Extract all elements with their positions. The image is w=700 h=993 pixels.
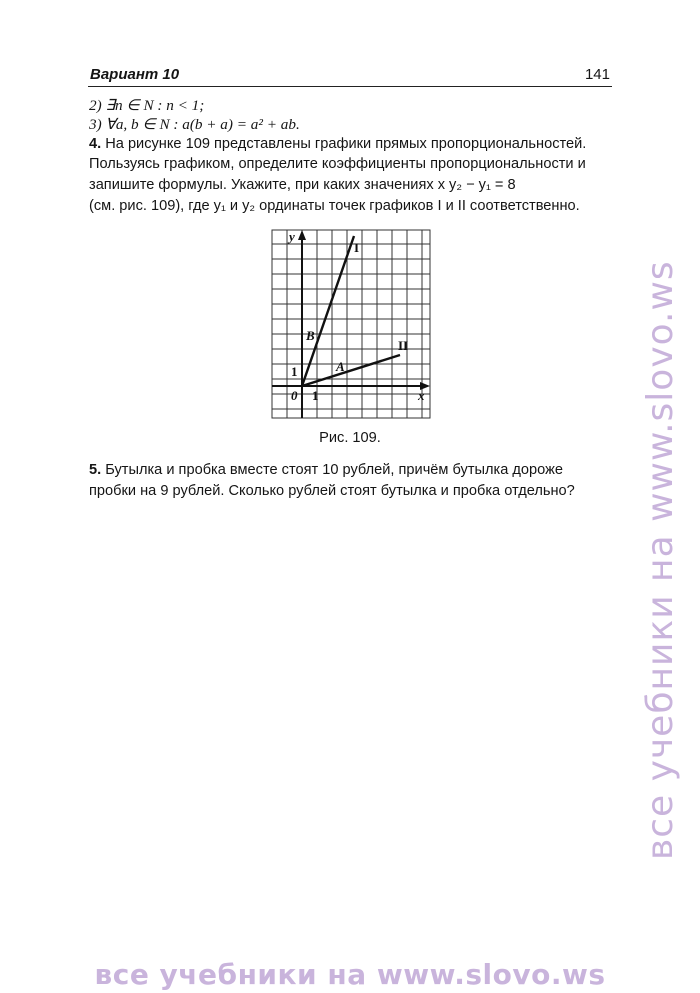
side-watermark: все учебники на www.slovo.ws xyxy=(640,260,681,860)
task-5-line-2: пробки на 9 рублей. Сколько рублей стоят бутылка и пробка отдельно? xyxy=(89,483,575,499)
graph-ii-label: II xyxy=(398,338,409,353)
page-number: 141 xyxy=(584,66,610,83)
statement-2: 2) ∃n ∈ N : n < 1; xyxy=(89,97,205,114)
y-axis-label: y xyxy=(289,229,295,244)
variant-title: Вариант 10 xyxy=(90,66,180,83)
x-axis-label: x xyxy=(418,388,425,403)
bottom-watermark: все учебники на www.slovo.ws xyxy=(94,958,606,991)
figure-109 xyxy=(268,228,434,424)
task-4-line-2: Пользуясь графиком, определите коэффициенты пропорциональности и xyxy=(89,156,586,172)
task-5-number: 5. xyxy=(89,462,102,478)
task-4-number: 4. xyxy=(89,136,102,152)
task-5-line-1 xyxy=(89,462,563,478)
task-4-line-4: (см. рис. 109), где y₁ и y₂ ординаты точек графиков I и II соответственно. xyxy=(89,198,580,214)
x-unit-label: 1 xyxy=(312,388,319,403)
y-unit-label: 1 xyxy=(291,364,298,379)
figure-caption xyxy=(0,430,700,446)
point-a-label: A xyxy=(336,359,345,374)
graph-i-label: I xyxy=(354,240,360,255)
point-b-label: B xyxy=(306,328,315,343)
origin-label: 0 xyxy=(291,388,298,403)
figure-caption-text: Рис. 109. xyxy=(319,430,381,446)
statement-3: 3) ∀a, b ∈ N : a(b + a) = a² + ab. xyxy=(89,116,300,133)
task-5-text-1: Бутылка и пробка вместе стоят 10 рублей, причём бутылка дороже xyxy=(105,462,563,478)
task-4-line-1 xyxy=(89,136,586,152)
task-4-line-3: запишите формулы. Укажите, при каких значениях x y₂ − y₁ = 8 xyxy=(89,177,516,193)
page-header xyxy=(88,66,612,87)
task-4-text-1: На рисунке 109 представлены графики прямых пропорциональностей. xyxy=(105,136,587,152)
